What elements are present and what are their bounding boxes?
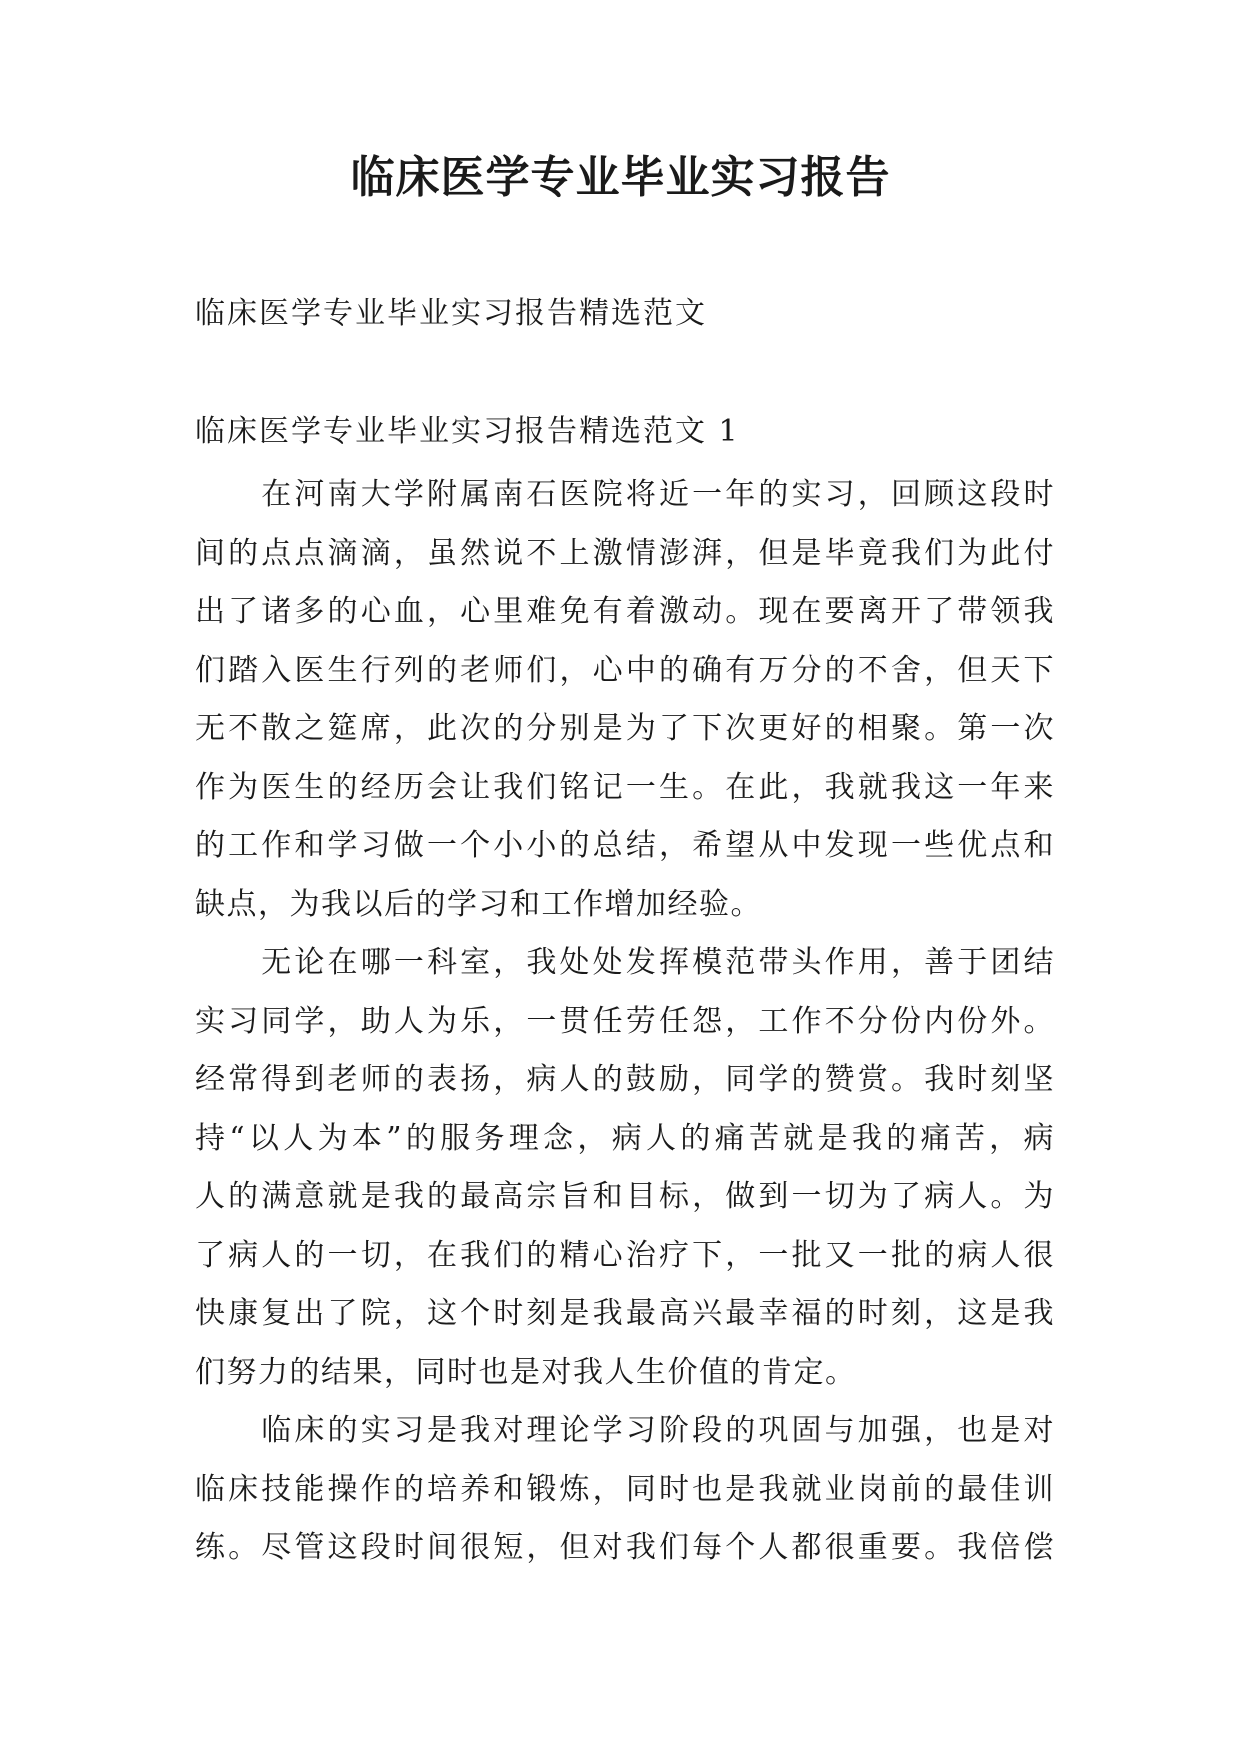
paragraph-line: 快康复出了院，这个时刻是我最高兴最幸福的时刻，这是我	[195, 1296, 1055, 1331]
paragraph-line: 在河南大学附属南石医院将近一年的实习，回顾这段时	[195, 477, 1055, 512]
paragraph-line: 们努力的结果，同时也是对我人生价值的肯定。	[195, 1354, 857, 1390]
paragraph-line: 作为医生的经历会让我们铭记一生。在此，我就我这一年来	[195, 769, 1055, 805]
paragraph-line: 练。尽管这段时间很短，但对我们每个人都很重要。我倍偿	[195, 1530, 1055, 1565]
paragraph-line: 出了诸多的心血，心里难免有着激动。现在要离开了带领我	[195, 594, 1055, 629]
paragraph-line: 人的满意就是我的最高宗旨和目标，做到一切为了病人。为	[195, 1179, 1055, 1214]
paragraph-line: 持“以人为本”的服务理念，病人的痛苦就是我的痛苦，病	[195, 1120, 1055, 1156]
paragraph-line: 无不散之筵席，此次的分别是为了下次更好的相聚。第一次	[195, 711, 1055, 746]
section-heading: 临床医学专业毕业实习报告精选范文 1	[195, 414, 740, 449]
paragraph-line: 间的点点滴滴，虽然说不上激情澎湃，但是毕竟我们为此付	[195, 535, 1055, 571]
body-text	[195, 466, 1055, 1578]
paragraph-line: 们踏入医生行列的老师们，心中的确有万分的不舍，但天下	[195, 652, 1055, 688]
paragraph-2	[195, 934, 1055, 1402]
paragraph-1	[195, 466, 1055, 934]
paragraph-line: 临床的实习是我对理论学习阶段的巩固与加强，也是对	[195, 1413, 1055, 1448]
paragraph-line: 的工作和学习做一个小小的总结，希望从中发现一些优点和	[195, 828, 1055, 863]
paragraph-line: 缺点，为我以后的学习和工作增加经验。	[195, 886, 762, 922]
document-subtitle: 临床医学专业毕业实习报告精选范文	[195, 296, 707, 331]
document-title: 临床医学专业毕业实习报告	[350, 152, 891, 203]
paragraph-line: 经常得到老师的表扬，病人的鼓励，同学的赞赏。我时刻坚	[195, 1062, 1055, 1097]
paragraph-line: 临床技能操作的培养和锻炼，同时也是我就业岗前的最佳训	[195, 1471, 1055, 1507]
paragraph-3	[195, 1402, 1055, 1578]
paragraph-line: 实习同学，助人为乐，一贯任劳任怨，工作不分份内份外。	[195, 1003, 1055, 1039]
paragraph-line: 无论在哪一科室，我处处发挥模范带头作用，善于团结	[195, 945, 1055, 980]
paragraph-line: 了病人的一切，在我们的精心治疗下，一批又一批的病人很	[195, 1237, 1055, 1273]
